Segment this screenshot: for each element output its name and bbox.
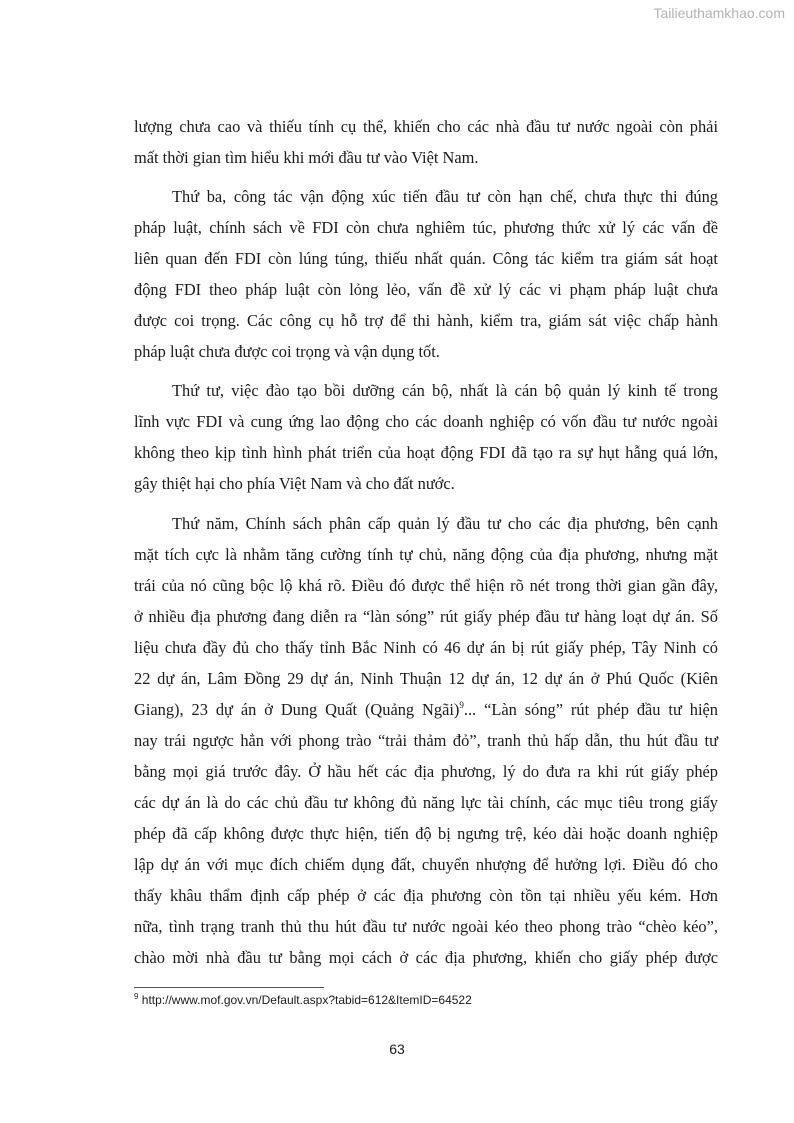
text-line: liệu chưa đầy đủ cho thấy tỉnh Bắc Ninh có 46 dự án bị rút giấy phép, Tây Ninh có <box>134 638 718 657</box>
text-line: gây thiệt hại cho phía Việt Nam và cho đất nước. <box>134 474 455 493</box>
text-line: động FDI theo pháp luật còn lỏng lẻo, vấn đề xử lý các vi phạm pháp luật chưa <box>134 280 718 299</box>
text-line: trái của nó cũng bộc lộ khá rõ. Điều đó được thể hiện rõ nét trong thời gian gần đây, <box>134 576 718 595</box>
text-segment: Giang), 23 dự án ở Dung Quất (Quảng Ngãi) <box>134 700 460 719</box>
text-line: pháp luật chưa được coi trọng và vận dụng tốt. <box>134 342 440 361</box>
footnote-reference: 9 <box>459 700 464 710</box>
text-line: không theo kịp tình hình phát triển của hoạt động FDI đã tạo ra sự hụt hẫng quá lớn, <box>134 443 718 462</box>
text-line: 22 dự án, Lâm Đồng 29 dự án, Ninh Thuận 12 dự án, 12 dự án ở Phú Quốc (Kiên <box>134 669 718 688</box>
footnote-number: 9 <box>134 992 139 1001</box>
text-line: Thứ tư, việc đào tạo bồi dưỡng cán bộ, nhất là cán bộ quản lý kinh tế trong <box>172 381 718 400</box>
watermark: Tailieuthamkhao.com <box>653 5 785 21</box>
text-line: lượng chưa cao và thiếu tính cụ thể, khiến cho các nhà đầu tư nước ngoài còn phải <box>134 117 718 136</box>
text-segment: ... “Làn sóng” rút phép đầu tư hiện <box>463 700 718 719</box>
text-line: chào mời nhà đầu tư bằng mọi cách ở các địa phương, khiến cho giấy phép được <box>134 948 718 967</box>
text-line: thấy khâu thẩm định cấp phép ở các địa phương còn tồn tại nhiều yếu kém. Hơn <box>134 886 718 905</box>
text-line: các dự án là do các chủ đầu tư không đủ năng lực tài chính, các mục tiêu trong giấy <box>134 793 718 812</box>
text-line: nữa, tình trạng tranh thủ thu hút đầu tư nước ngoài kéo theo phong trào “chèo kéo”, <box>134 917 718 936</box>
footnote-link[interactable]: http://www.mof.gov.vn/Default.aspx?tabid=612&ItemID=64522 <box>138 993 472 1007</box>
text-line: nay trái ngược hẳn với phong trào “trải thảm đỏ”, tranh thủ hấp dẫn, thu hút đầu tư <box>134 731 718 750</box>
text-line: Thứ năm, Chính sách phân cấp quản lý đầu tư cho các địa phương, bên cạnh <box>172 514 718 533</box>
page-number: 63 <box>389 1041 405 1057</box>
text-line: phép đã cấp không được thực hiện, tiến độ bị ngưng trệ, kéo dài hoặc doanh nghiệp <box>134 824 718 843</box>
text-line: lập dự án với mục đích chiếm dụng đất, chuyển nhượng để hưởng lợi. Điều đó cho <box>134 855 718 874</box>
text-line: mặt tích cực là nhằm tăng cường tính tự chủ, năng động của địa phương, nhưng mặt <box>134 545 718 564</box>
text-line: pháp luật, chính sách về FDI còn chưa nghiêm túc, phương thức xử lý các vấn đề <box>134 218 718 237</box>
footnote <box>134 993 472 1007</box>
text-line: Thứ ba, công tác vận động xúc tiến đầu tư còn hạn chế, chưa thực thi đúng <box>172 187 718 206</box>
text-line: liên quan đến FDI còn lúng túng, thiếu nhất quán. Công tác kiểm tra giám sát hoạt <box>134 249 718 268</box>
footnote-divider <box>134 987 324 988</box>
text-line: lĩnh vực FDI và cung ứng lao động cho các doanh nghiệp có vốn đầu tư nước ngoài <box>134 412 718 431</box>
text-line-with-footnote <box>134 700 718 722</box>
text-line: mất thời gian tìm hiểu khi mới đầu tư vào Việt Nam. <box>134 148 479 167</box>
text-line: bằng mọi giá trước đây. Ở hầu hết các địa phương, lý do đưa ra khi rút giấy phép <box>134 762 718 781</box>
text-line: ở nhiều địa phương đang diễn ra “làn sóng” rút giấy phép đầu tư hàng loạt dự án. Số <box>134 607 718 626</box>
text-line: được coi trọng. Các công cụ hỗ trợ để thi hành, kiểm tra, giám sát việc chấp hành <box>134 311 718 330</box>
